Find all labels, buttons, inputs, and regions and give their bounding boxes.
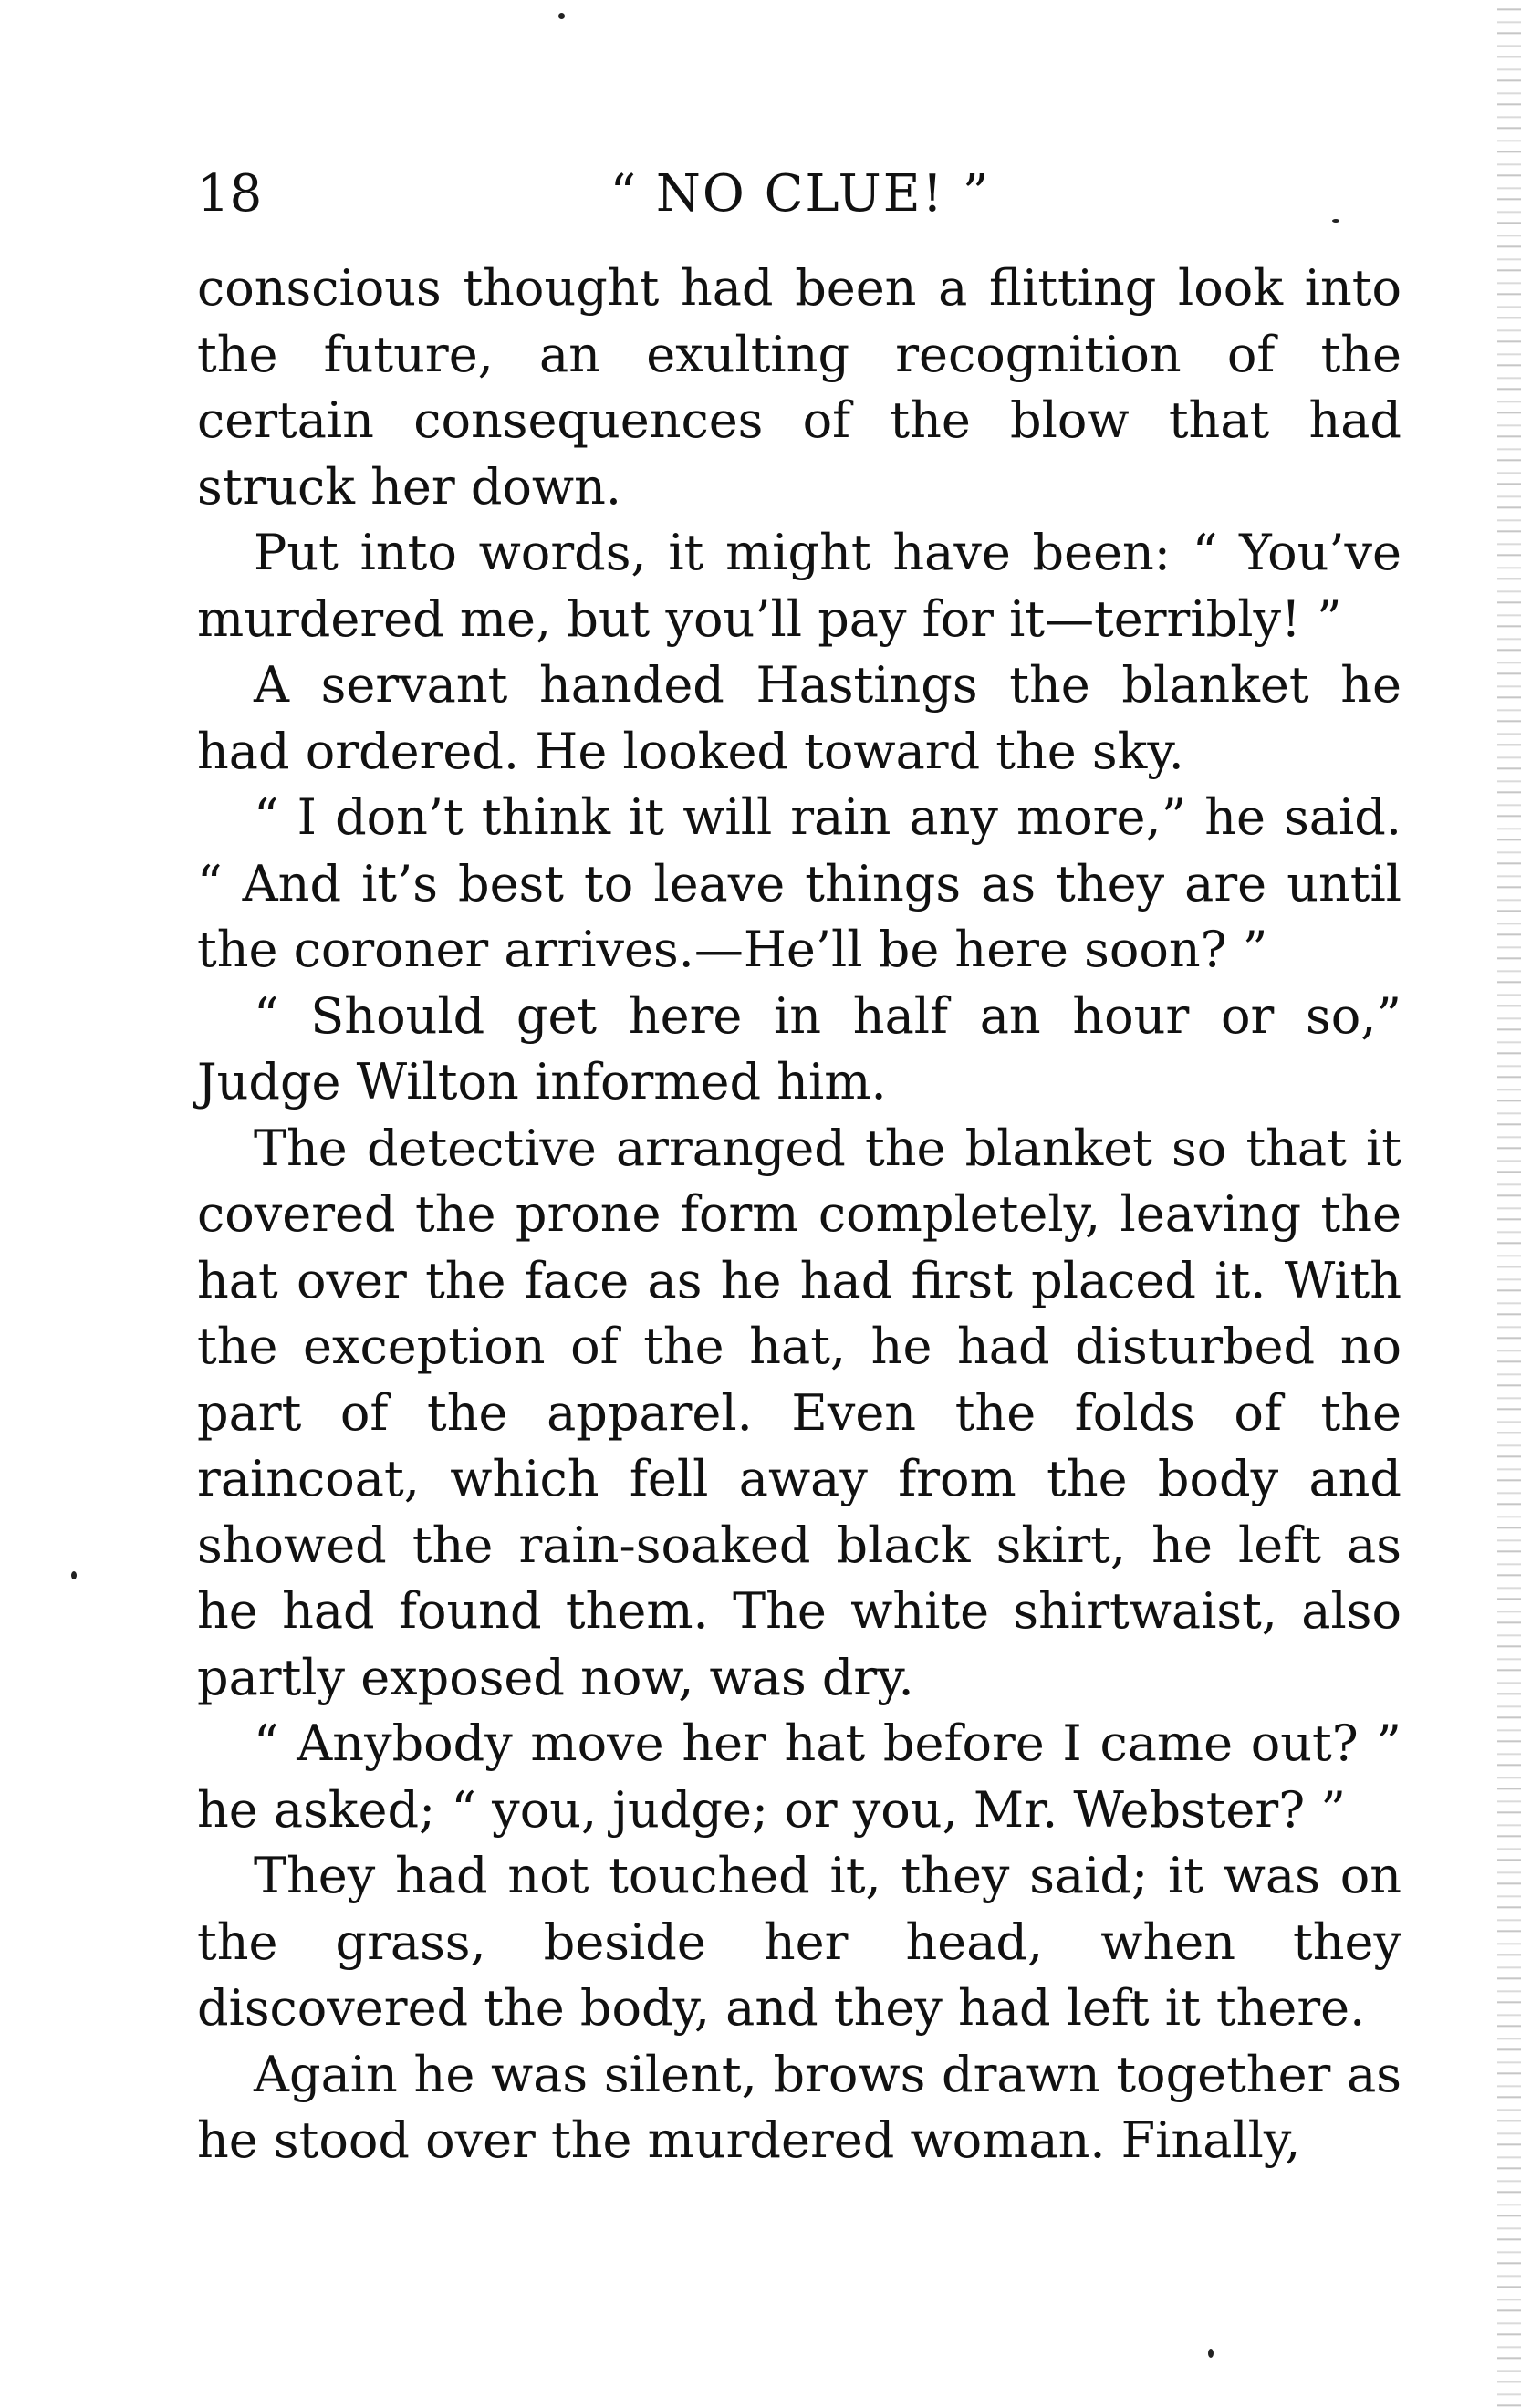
running-head <box>197 162 1403 226</box>
paragraph: The detective arranged the blanket so that it covered the prone form completely, leaving the hat over the face as he had first placed it. With the exception of the hat, he had disturbed no part of the apparel. Even the folds of the raincoat, which fell away from the body and showed the rain-soaked black skirt, he left as he had found them. The white shirtwaist, also partly exposed now, was dry. <box>197 1119 1401 1706</box>
ink-speck <box>1208 2349 1214 2358</box>
page-edge-shadow <box>1497 0 1521 2408</box>
paragraph: “ I don’t think it will rain any more,” he said. “ And it’s best to leave things as they are until the coroner arrives.—He’ll be here soon? ” <box>197 788 1401 978</box>
paragraph: conscious thought had been a flitting look into the future, an exulting recognition of the certain consequences of the blow that had struck her down. <box>197 259 1401 516</box>
ink-speck <box>1332 219 1339 223</box>
paragraph: Again he was silent, brows drawn together as he stood over the murdered woman. Finally, <box>197 2045 1401 2169</box>
paragraph: “ Should get here in half an hour or so,” Judge Wilton informed him. <box>197 986 1401 1110</box>
page-number: 18 <box>197 164 263 224</box>
paragraph: “ Anybody move her hat before I came out? ” he asked; “ you, judge; or you, Mr. Webster? ” <box>197 1715 1401 1839</box>
body-text <box>197 255 1401 2174</box>
paragraph: Put into words, it might have been: “ You’ve murdered me, but you’ll pay for it—terribly! ” <box>197 524 1401 648</box>
running-title: “ NO CLUE! ” <box>609 164 991 224</box>
paragraph: They had not touched it, they said; it was on the grass, beside her head, when they discovered the body, and they had left it there. <box>197 1847 1401 2037</box>
ink-speck <box>558 13 565 19</box>
paragraph: A servant handed Hastings the blanket he had ordered. He looked toward the sky. <box>197 656 1401 780</box>
ink-speck <box>71 1571 77 1579</box>
